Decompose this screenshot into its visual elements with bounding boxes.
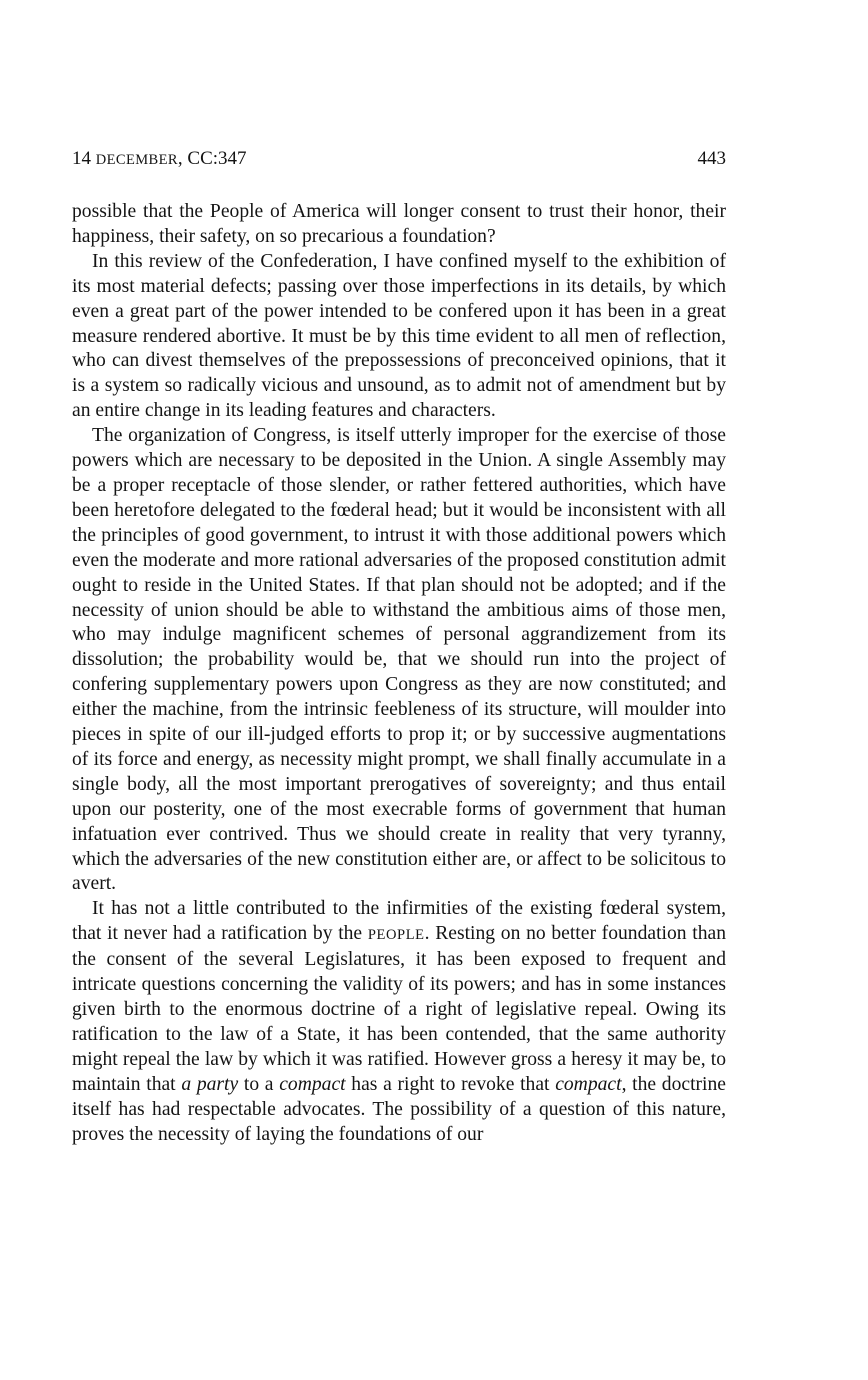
document-page [72, 148, 726, 1147]
paragraph-4-text-2: . Resting on no better foundation than the consent of the several Legislatures, it has been exposed to frequent and intricate questions concerning the validity of its powers; and has in some instances given birth to the enormous doctrine of a right of legislative repeal. Owing its ratification to the law of a State, it has been contended, that the same authority might repeal the law by which it was ratified. However gross a heresy it may be, to maintain that [72, 923, 726, 1095]
running-head-left [72, 148, 247, 170]
header-month: DECEMBER [95, 152, 178, 168]
italic-compact-2: compact [555, 1073, 622, 1095]
paragraph-2: In this review of the Confederation, I have confined myself to the exhibition of its most material defects; passing over those imperfections in its details, by which even a great part of the power intended to be confered upon it has been in a great measure rendered abortive. It must be by this time evident to all men of reflection, who can divest themselves of the prepossessions of preconceived opinions, that it is a system so radically vicious and unsound, as to admit not of amendment but by an entire change in its leading features and characters. [72, 250, 726, 422]
paragraph-1: possible that the People of America will longer consent to trust their honor, their happiness, their safety, on so precarious a foundation? [72, 201, 726, 247]
paragraph-4-text-4: has a right to revoke that [345, 1073, 556, 1095]
italic-a-party: a party [181, 1073, 239, 1095]
italic-compact-1: compact [279, 1073, 346, 1095]
paragraph-4-text-3: to a [238, 1073, 280, 1095]
running-header [72, 148, 726, 178]
header-day: 14 [72, 148, 91, 169]
body-text [72, 200, 726, 1147]
paragraph-4-text-5: , the doctrine itself has had respectable advocates. The possibility of a question of this nature, proves the necessity of laying the foundations of our [72, 1073, 726, 1145]
paragraph-4-text-1: It has not a little contributed to the infirmities of the existing fœderal system, that it never had a ratification by the [72, 898, 726, 945]
page-number: 443 [697, 148, 726, 169]
header-citation: , CC:347 [177, 148, 247, 169]
people-small-caps: PEOPLE [367, 927, 425, 944]
paragraph-3: The organization of Congress, is itself utterly improper for the exercise of those powers which are necessary to be deposited in the Union. A single Assembly may be a proper receptacle of those slender, or rather fettered authorities, which have been heretofore delegated to the fœderal head; but it would be inconsistent with all the principles of good government, to intrust it with those additional powers which even the moderate and more rational adversaries of the proposed constitution admit ought to reside in the United States. If that plan should not be adopted; and if the necessity of union should be able to withstand the ambitious aims of those men, who may indulge magnificent schemes of personal aggrandizement from its dissolution; the probability would be, that we should run into the project of confering supplementary powers upon Congress as they are now constituted; and either the machine, from the intrinsic feebleness of its structure, will moulder into pieces in spite of our ill-judged efforts to prop it; or by successive augmentations of its force and energy, as necessity might prompt, we shall finally accumulate in a single body, all the most important prerogatives of sovereignty; and thus entail upon our posterity, one of the most execrable forms of government that human infatuation ever contrived. Thus we should create in reality that very tyranny, which the adversaries of the new constitution either are, or affect to be solicitous to avert. [72, 425, 726, 895]
paragraph-4 [72, 897, 726, 1147]
